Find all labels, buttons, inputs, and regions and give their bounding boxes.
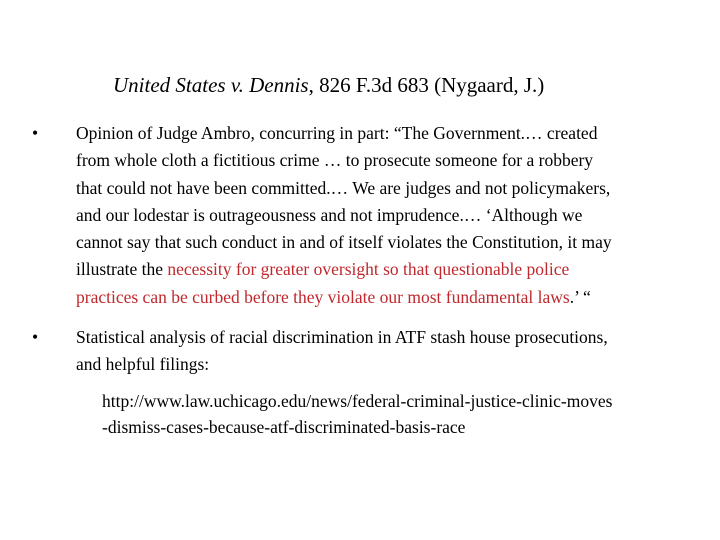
link-line[interactable]: -dismiss-cases-because-atf-discriminated-basis-race <box>102 417 466 437</box>
bullet-line: that could not have been committed.… We are judges and not policymakers, <box>76 177 611 198</box>
case-name: United States v. Dennis <box>113 73 309 97</box>
slide-title <box>113 71 544 99</box>
bullet-opinion-text <box>76 120 612 311</box>
case-citation: , 826 F.3d 683 (Nygaard, J.) <box>308 73 545 97</box>
reference-link[interactable] <box>102 388 612 440</box>
bullet-line <box>76 284 612 311</box>
quote-suffix: .’ “ <box>569 286 591 307</box>
bullet-line: Statistical analysis of racial discrimination in ATF stash house prosecutions, <box>76 327 608 347</box>
bullet-line: and helpful filings: <box>76 354 210 375</box>
bullet-line <box>76 256 612 283</box>
bullet-icon: • <box>32 123 39 143</box>
quote-prefix: illustrate the <box>76 259 168 280</box>
highlighted-quote: necessity for greater oversight so that questionable police <box>167 259 570 280</box>
bullet-line: from whole cloth a fictitious crime … to prosecute someone for a robbery <box>76 150 594 171</box>
bullet-statistics-text <box>76 324 608 379</box>
bullet-line: cannot say that such conduct in and of itself violates the Constitution, it may <box>76 232 612 253</box>
link-line[interactable]: http://www.law.uchicago.edu/news/federal-criminal-justice-clinic-moves <box>102 391 613 411</box>
highlighted-quote: practices can be curbed before they violate our most fundamental laws <box>76 286 570 307</box>
bullet-line: and our lodestar is outrageousness and not imprudence.… ‘Although we <box>76 204 583 225</box>
bullet-line: Opinion of Judge Ambro, concurring in part: “The Government.… created <box>76 123 598 143</box>
bullet-icon: • <box>32 327 39 347</box>
